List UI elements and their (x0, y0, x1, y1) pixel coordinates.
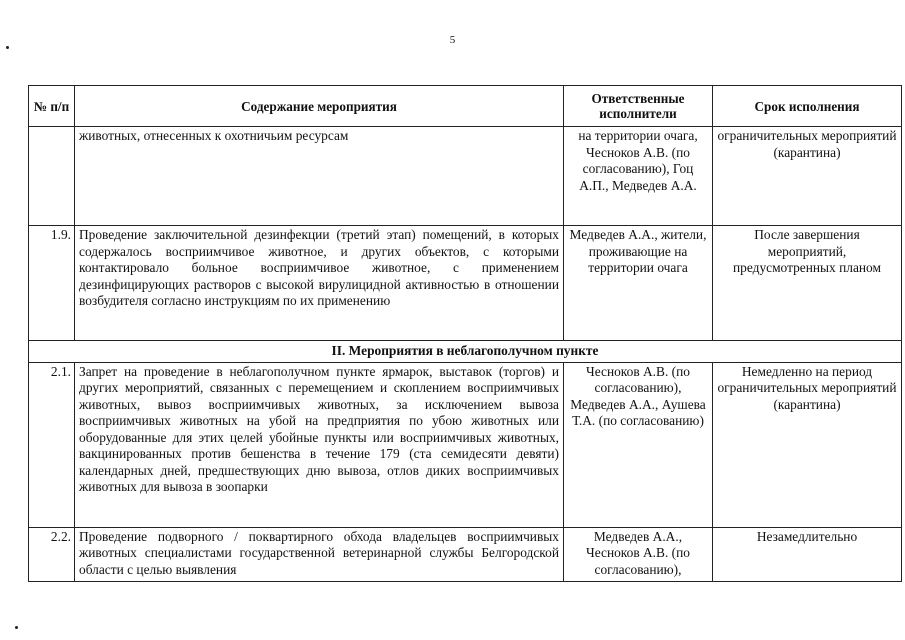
header-responsible: Ответственные исполнители (564, 86, 713, 127)
row-content: Запрет на проведение в неблагополучном пункте ярмарок, выставок (торгов) и других мероприятий, связанных с перемещением и скоплением восприимчивых животных, вывоз восприимчивых животных, за исключением вывоза восприимчивых животных на убой на предприятия по убою животных или оборудованные для этих целей убойные пункты или восприимчивых животных, вакцинированных против бешенства в течение 179 (ста семидесяти девяти) календарных дней, предшествующих дню вывоза, отлов диких восприимчивых животных для вывоза в зоопарки (75, 362, 564, 527)
measures-table (28, 85, 902, 582)
row-content: Проведение заключительной дезинфекции (третий этап) помещений, в которых содержалось восприимчивое животное, и других объектов, с которыми контактировало больное восприимчивое животное, с применением дезинфицирующих растворов с высокой вирулицидной активностью в отношении возбудителя согласно инструкциям по их применению (75, 226, 564, 341)
table-row (29, 362, 902, 527)
row-term: Незамедлительно (713, 527, 902, 581)
section-row (29, 341, 902, 363)
row-term: ограничительных мероприятий (карантина) (713, 127, 902, 226)
table-row (29, 127, 902, 226)
table-header-row (29, 86, 902, 127)
scan-speck (15, 626, 18, 629)
header-term: Срок исполнения (713, 86, 902, 127)
row-content: животных, отнесенных к охотничьим ресурсам (75, 127, 564, 226)
section-title: II. Мероприятия в неблагополучном пункте (29, 341, 902, 363)
row-term: Немедленно на период ограничительных мероприятий (карантина) (713, 362, 902, 527)
row-term: После завершения мероприятий, предусмотренных планом (713, 226, 902, 341)
table-row (29, 527, 902, 581)
row-num: 1.9. (29, 226, 75, 341)
scan-speck (6, 46, 9, 49)
row-num (29, 127, 75, 226)
header-content: Содержание мероприятия (75, 86, 564, 127)
row-responsible: Медведев А.А., жители, проживающие на территории очага (564, 226, 713, 341)
row-responsible: Чесноков А.В. (по согласованию), Медведев А.А., Аушева Т.А. (по согласованию) (564, 362, 713, 527)
row-num: 2.2. (29, 527, 75, 581)
page-number: 5 (449, 34, 456, 46)
row-responsible: на территории очага, Чесноков А.В. (по согласованию), Гоц А.П., Медведев А.А. (564, 127, 713, 226)
table-row (29, 226, 902, 341)
row-responsible: Медведев А.А., Чесноков А.В. (по согласованию), (564, 527, 713, 581)
row-content: Проведение подворного / поквартирного обхода владельцев восприимчивых животных специалистами государственной ветеринарной службы Белгородской области с целью выявления (75, 527, 564, 581)
header-num: № п/п (29, 86, 75, 127)
row-num: 2.1. (29, 362, 75, 527)
